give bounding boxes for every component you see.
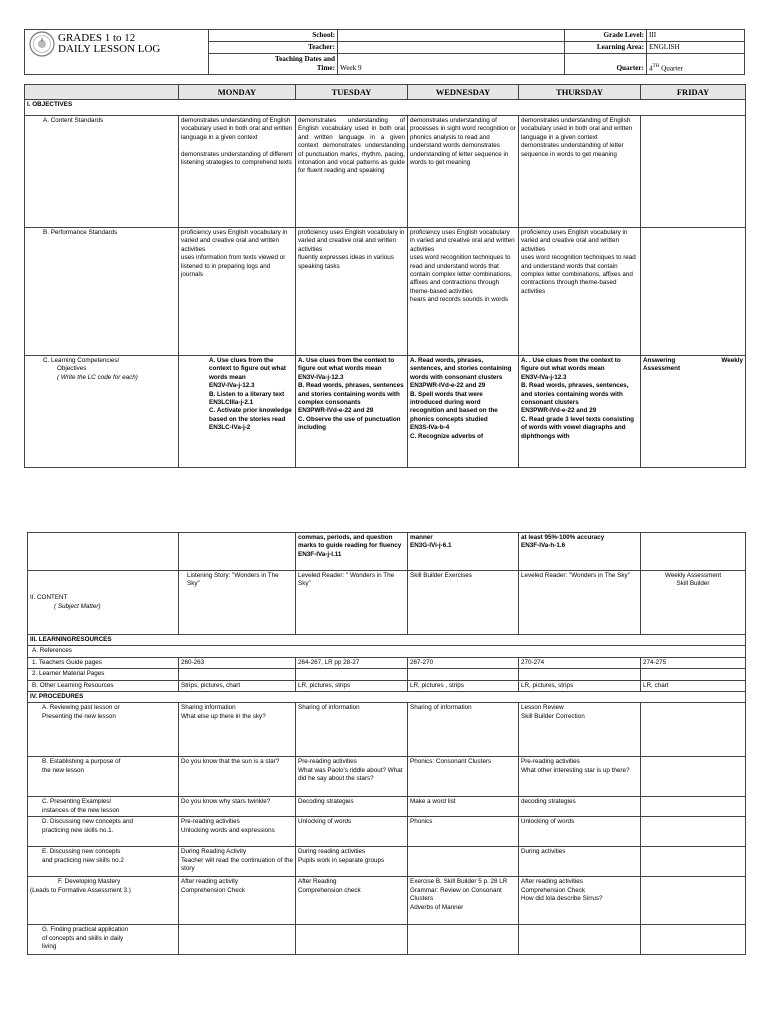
content-monday: Listening Story: "Wonders in The Sky" [179,571,296,635]
proc-g-label: G. Finding practical application of concepts and skills in daily living [28,925,179,955]
performance-standards-thursday: proficiency uses English vocabulary in varied and creative oral and written activities uses word recognition techniques to read and understand words that contain complex letter combinations, affixes and contractions through theme-based activities [519,228,641,356]
proc-e-friday [641,847,746,877]
lm-tuesday [296,669,408,680]
competencies-label-1: C. Learning Competencies/ [43,357,120,364]
proc-a-tuesday: Sharing of information [296,703,408,757]
content-label-2: ( Subject Matter) [54,602,101,610]
competencies-friday-3: Assessment [643,365,681,373]
tg-tuesday: 264-267, LR pp 28-27 [296,657,408,668]
area-label: Learning Area: [565,42,647,54]
proc-e-wednesday [408,847,519,877]
teacher-value [338,42,565,54]
content-standards-label: A. Content Standards [25,116,179,228]
head-thursday: THURSDAY [519,85,641,100]
proc-e-tuesday: During reading activities Pupils work in separate groups [296,847,408,877]
proc-b-wednesday: Phonics: Consonant Clusters [408,757,519,797]
other-resources-friday: LR, chart [641,680,746,691]
other-resources-label: B. Other Learning Resources [28,680,179,691]
content-label-1: II. CONTENT [30,594,68,602]
competencies-friday [641,356,746,468]
tg-monday: 260-263 [179,657,296,668]
logo-line-1: GRADES 1 to 12 [58,32,136,44]
proc-e-thursday: During activities [519,847,641,877]
competencies-thursday: A. . Use clues from the context to figure out what words mean EN3V-IVa-j-12.3 B. Read words, phrases, sentences, and stories containing words with consonant clusters EN3PWR-IVd-e-22 and 29 C. Read grade 3 level texts consisting of words with vowel diagraphs and diphthongs with [519,356,641,468]
proc-e-label: E. Discussing new concepts and practicing new skills no.2 [28,847,179,877]
quarter-word: Quarter [659,64,684,72]
content-standards-monday: demonstrates understanding of English vocabulary used in both oral and written language in a given context demonstrates understanding of different listening strategies to comprehend texts [179,116,296,228]
quarter-value [647,54,745,75]
proc-g-monday [179,925,296,955]
other-resources-tuesday: LR, pictures, strips [296,680,408,691]
competencies-label [25,356,179,468]
performance-standards-friday [641,228,746,356]
dates-value: Week 9 [338,54,565,75]
content-label [28,571,179,635]
area-value: ENGLISH [647,42,745,54]
proc-f-wednesday: Exercise B. Skill Builder 5 p. 28 LR Grammar: Review on Consonant Clusters Adverbs of Manner [408,877,519,925]
proc-e-monday: During Reading Activity Teacher will read the continuation of the story [179,847,296,877]
proc-f-friday [641,877,746,925]
competencies-label-3: ( Write the LC code for each) [57,373,138,381]
proc-c-monday: Do you know why stars twinkle? [179,797,296,817]
proc-b-label: B. Establishing a purpose of the new lesson [28,757,179,797]
dates-label-1: Teaching Dates and [274,55,335,63]
competencies-friday-2: Weekly [721,357,743,364]
proc-c-thursday: decoding strategies [519,797,641,817]
other-resources-thursday: LR, pictures, strips [519,680,641,691]
proc-g-wednesday [408,925,519,955]
lm-friday [641,669,746,680]
proc-a-label: A. Reviewing past lesson or Presenting the new lesson [28,703,179,757]
content-standards-friday [641,116,746,228]
performance-standards-label: B. Performance Standards [25,228,179,356]
head-friday: FRIDAY [641,85,746,100]
competencies-monday: A. Use clues from the context to figure out what words mean EN3V-IVa-j-12.3 B. Listen to a literary text EN3LCIIIa-j-2.1 C. Activate prior knowledge based on the stories read EN3LC-IVa-j-2 [179,356,296,468]
header-info-table [24,29,745,75]
proc-g-tuesday [296,925,408,955]
proc-b-tuesday: Pre-reading activities What was Paolo's riddle about? What did he say about the stars? [296,757,408,797]
lm-monday [179,669,296,680]
proc-c-friday [641,797,746,817]
lesson-log-table-page-2 [27,532,746,955]
proc-f-label-1: F. Developing Mastery [58,878,121,886]
proc-d-tuesday: Unlocking of words [296,817,408,847]
cont-friday [641,533,746,571]
content-standards-tuesday: demonstrates understanding of English vocabulary used in both oral and written language in a given context demonstrates understanding of punctuation marks, rhythm, pacing, intonation and vocal patterns as guide for fluent reading and speaking [296,116,408,228]
teacher-label: Teacher: [209,42,338,54]
cont-thursday: at least 95%-100% accuracy EN3F-IVa-h-1.6 [519,533,641,571]
tg-label: 1. Teachers Guide pages [28,657,179,668]
head-tuesday: TUESDAY [296,85,408,100]
head-wednesday: WEDNESDAY [408,85,519,100]
proc-g-friday [641,925,746,955]
proc-c-tuesday: Decoding strategies [296,797,408,817]
proc-a-monday: Sharing information What else up there in the sky? [179,703,296,757]
proc-f-tuesday: After Reading Comprehension check [296,877,408,925]
content-tuesday: Leveled Reader: " Wonders in The Sky" [296,571,408,635]
head-monday: MONDAY [179,85,296,100]
grade-value: III [647,30,745,42]
lm-label: 2. Learner Material Pages [28,669,179,680]
proc-f-label-2: (Leads to Formative Assessment 3.) [30,886,131,894]
quarter-num: 4 [649,64,653,72]
lm-wednesday [408,669,519,680]
content-standards-thursday: demonstrates understanding of English vocabulary used in both oral and written language in a given context demonstrates understanding of letter sequence in words to get meaning [519,116,641,228]
tg-thursday: 270-274 [519,657,641,668]
competencies-label-2: Objectives [57,365,87,373]
blank-head [25,85,179,100]
other-resources-monday: Strips, pictures, chart [179,680,296,691]
content-standards-wednesday: demonstrates understanding of processes in sight word recognition or phonics analysis to read and understand words demonstrates understanding of letter sequence in words to get meaning [408,116,519,228]
proc-c-wednesday: Make a word list [408,797,519,817]
lesson-log-table-page-1 [24,84,746,468]
logo-line-2: DAILY LESSON LOG [58,43,161,55]
competencies-friday-1: Answering [643,357,676,364]
proc-d-wednesday: Phonics [408,817,519,847]
proc-a-friday [641,703,746,757]
proc-f-thursday: After reading activities Comprehension Check How did lola describe Sirrus? [519,877,641,925]
proc-b-thursday: Pre-reading activities What other interesting star is up there? [519,757,641,797]
content-friday: Weekly Assessment Skill Builder [641,571,746,635]
proc-b-friday [641,757,746,797]
proc-d-friday [641,817,746,847]
proc-a-thursday: Lesson Review Skill Builder Correction [519,703,641,757]
procedures-heading: IV. PROCEDURES [28,692,746,703]
proc-a-wednesday: Sharing of information [408,703,519,757]
proc-d-monday: Pre-reading activities Unlocking words and expressions [179,817,296,847]
proc-f-label [28,877,179,925]
tg-friday: 274-275 [641,657,746,668]
cont-wednesday: manner EN3G-IVi-j-6.1 [408,533,519,571]
competencies-wednesday: A. Read words, phrases, sentences, and stories containing words with consonant clusters EN3PWR-IVd-e-22 and 29 B. Spell words that were introduced during word recognition and based on the phonics concepts studied EN3S-IVa-b-4 C. Recognize adverbs of [408,356,519,468]
performance-standards-monday: proficiency uses English vocabulary in varied and creative oral and written activities uses information from texts viewed or listened to in preparing logs and journals [179,228,296,356]
quarter-sup: TH [652,63,660,69]
dates-label [209,54,338,75]
tg-wednesday: 267-270 [408,657,519,668]
lm-thursday [519,669,641,680]
cont-tuesday: commas, periods, and question marks to guide reading for fluency EN3F-IVa-j-I.11 [296,533,408,571]
grade-label: Grade Level: [565,30,647,42]
proc-f-monday: After reading activity Comprehension Check [179,877,296,925]
cont-monday [179,533,296,571]
dates-label-2: Time: [316,64,335,72]
cont-label [28,533,179,571]
performance-standards-wednesday: proficiency uses English vocabulary in varied and creative oral and written activities uses word recognition techniques to read and understand words that contain complex letter combinations, affixes and contractions through theme-based activities hears and records sounds in words [408,228,519,356]
proc-b-monday: Do you know that the sun is a star? [179,757,296,797]
proc-g-thursday [519,925,641,955]
logo-cell [25,30,209,75]
proc-c-label: C. Presenting Examples/ instances of the new lesson [28,797,179,817]
objectives-heading: I. OBJECTIVES [25,100,746,116]
quarter-label: Quarter: [565,54,647,75]
proc-d-label: D. Discussing new concepts and practicing new skills no.1. [28,817,179,847]
competencies-tuesday: A. Use clues from the context to figure out what words mean EN3V-IVa-j-12.3 B. Read words, phrases, sentences and stories containing words with complex consonants EN3PWR-IVd-e-22 and 29 C. Observe the use of punctuation including [296,356,408,468]
school-label: School: [209,30,338,42]
proc-d-thursday: Unlocking of words [519,817,641,847]
performance-standards-tuesday: proficiency uses English vocabulary in varied and creative oral and written activities fluently expresses ideas in various speaking tasks [296,228,408,356]
other-resources-wednesday: LR, pictures , strips [408,680,519,691]
content-wednesday: Skill Builder Exercises [408,571,519,635]
resources-heading: III. LEARNINGRESOURCES [28,635,746,646]
content-thursday: Leveled Reader: "Wonders in The Sky" [519,571,641,635]
references-label: A. References [28,646,746,657]
school-value [338,30,565,42]
